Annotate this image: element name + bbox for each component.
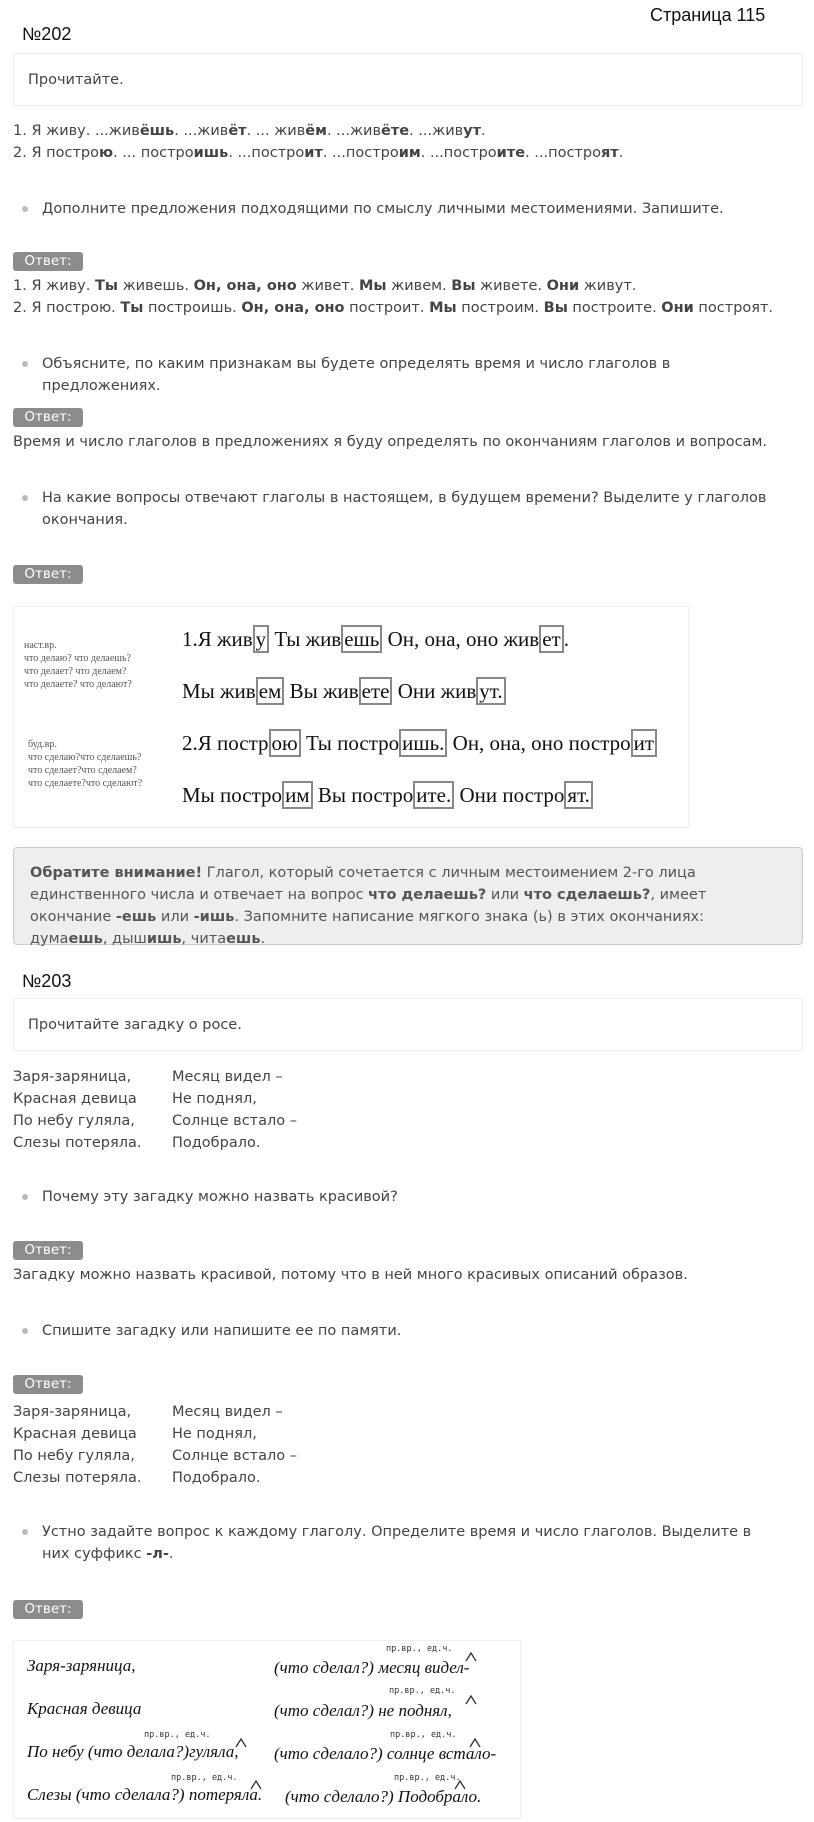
bold-text: ёт xyxy=(228,123,247,139)
present-tense-note: наст.вр. что делаю? что делаешь? что делает? что делаем? что делаете? что делают? xyxy=(24,640,132,690)
bold-text: ём xyxy=(305,123,327,139)
boxed-ending: ят. xyxy=(564,781,593,809)
text-run: 1. Я живу. xyxy=(13,278,95,294)
tense-number-note: пр.вр., ед.ч. xyxy=(386,1644,453,1654)
text-line-2 xyxy=(13,145,623,161)
tense-number-note: пр.вр., ед.ч. xyxy=(390,1730,457,1740)
text-run: . xyxy=(481,123,486,139)
handwritten-line: Заря-заряница, xyxy=(27,1656,136,1675)
poem-left: Заря-заряница, Красная девица По небу гуляла, Слезы потеряла. xyxy=(13,1069,142,1151)
bold-text: Вы xyxy=(451,278,476,294)
answer-badge: Ответ: xyxy=(13,1241,83,1260)
suffix-mark-icon xyxy=(236,1739,246,1747)
bold-text: ешь xyxy=(68,931,103,947)
bold-text: ут xyxy=(463,123,482,139)
text-run: живут. xyxy=(579,278,637,294)
handwritten-line: (что сделало?) солнце встало- xyxy=(274,1744,497,1763)
suffix-mark-icon xyxy=(466,1696,476,1704)
answer-badge: Ответ: xyxy=(13,565,83,584)
bold-text: Он, она, оно xyxy=(241,300,345,316)
text-run: 1. Я живу. ...жив xyxy=(13,123,140,139)
answer-image-endings xyxy=(13,606,689,828)
answer-line-2 xyxy=(13,300,773,316)
text-run: построите. xyxy=(567,300,662,316)
text-run: , чита xyxy=(181,931,227,947)
boxed-ending: ете xyxy=(359,677,393,705)
text-run: построит. xyxy=(344,300,430,316)
handwritten-line: Слезы (что сделала?) потеряла. xyxy=(27,1785,263,1804)
text-run: 2. Я постро xyxy=(13,145,99,161)
bold-text: Обратите внимание! xyxy=(30,865,203,881)
suffix-mark-icon xyxy=(470,1739,480,1747)
suffix-mark-icon xyxy=(455,1781,465,1789)
question-item: Спишите загадку или напишите ее по памяти. xyxy=(22,1320,782,1342)
text-run: Вы постро xyxy=(312,783,414,807)
text-run: живете. xyxy=(475,278,547,294)
task-text: Прочитайте загадку о росе. xyxy=(28,1016,242,1033)
boxed-ending: ем xyxy=(256,677,285,705)
bold-text: ишь xyxy=(146,931,182,947)
handwritten-line: (что сделал?) не поднял, xyxy=(274,1701,452,1720)
handwritten-line: (что сделал?) месяц видел- xyxy=(274,1658,470,1677)
poem-right: Месяц видел – Не поднял, Солнце встало – Подобрало. xyxy=(172,1069,297,1151)
future-tense-note: буд.вр. что сделаю?что сделаешь? что сделает?что сделаем? что сделаете?что сделают? xyxy=(28,739,143,789)
handwritten-row-1 xyxy=(182,627,569,652)
answer-poem-right: Месяц видел – Не поднял, Солнце встало – Подобрало. xyxy=(172,1404,297,1486)
bold-text: Ты xyxy=(94,278,118,294)
bold-text: что сделаешь? xyxy=(523,887,651,903)
question-item: Почему эту загадку можно назвать красивой? xyxy=(22,1186,782,1208)
text-run: или xyxy=(486,887,524,903)
bullet-icon xyxy=(22,206,28,212)
text-run: построим. xyxy=(456,300,544,316)
text-run: Ты постро xyxy=(300,731,400,755)
answer-text: Время и число глаголов в предложениях я буду определять по окончаниям глаголов и вопросам. xyxy=(13,434,767,450)
bold-text: -ешь xyxy=(115,909,157,925)
task-box xyxy=(13,998,803,1051)
answer-badge: Ответ: xyxy=(13,408,83,427)
bold-text: ят xyxy=(600,145,619,161)
boxed-ending: ит xyxy=(631,729,657,757)
handwritten-line: (что сделало?) Подобрало. xyxy=(285,1787,482,1806)
exercise-number-203: №203 xyxy=(22,971,72,991)
text-run: . ...постро xyxy=(420,145,497,161)
answer-badge: Ответ: xyxy=(13,1375,83,1394)
answer-line-1 xyxy=(13,278,636,294)
answer-text: Загадку можно назвать красивой, потому что в ней много красивых описаний образов. xyxy=(13,1267,688,1283)
tense-number-note: пр.вр., ед.ч. xyxy=(144,1730,211,1740)
page-number: Страница 115 xyxy=(650,5,766,25)
question-item: Устно задайте вопрос к каждому глаголу. Определите время и число глаголов. Выделите в них суффикс -л-. xyxy=(22,1521,782,1565)
text-run: . xyxy=(563,627,569,651)
text-run: . ... постро xyxy=(113,145,194,161)
text-run: . xyxy=(260,931,266,947)
attention-note xyxy=(13,847,803,945)
answer-badge: Ответ: xyxy=(13,252,83,271)
bold-text: ю xyxy=(98,145,114,161)
text-run: 2. Я построю. xyxy=(13,300,121,316)
bold-text: им xyxy=(398,145,421,161)
text-run: Он, она, оно жив xyxy=(382,627,540,651)
text-run: Мы постро xyxy=(182,783,283,807)
text-line-1 xyxy=(13,123,486,139)
text-run: . Запомните написание мягкого знака (ь) в этих окончаниях: дума xyxy=(30,909,705,947)
text-run: , имеет окончание xyxy=(30,887,707,925)
text-run: . ... жив xyxy=(246,123,306,139)
bold-text: ешь xyxy=(226,931,261,947)
question-item: Объясните, по каким признакам вы будете определять время и число глаголов в предложениях. xyxy=(22,353,782,397)
answer-poem-left: Заря-заряница, Красная девица По небу гуляла, Слезы потеряла. xyxy=(13,1404,142,1486)
text-run: Глагол, который сочетается с личным местоимением 2-го лица единственного числа и отвечает на вопрос xyxy=(30,865,696,903)
handwritten-row-4 xyxy=(182,783,593,808)
question-item: Дополните предложения подходящими по смыслу личными местоимениями. Запишите. xyxy=(22,198,782,220)
boxed-ending: ешь xyxy=(341,625,382,653)
task-text: Прочитайте. xyxy=(28,71,124,88)
bullet-icon xyxy=(22,361,28,367)
text-run: или xyxy=(156,909,194,925)
text-run: живешь. xyxy=(117,278,194,294)
handwritten-line: По небу (что делала?)гуляла, xyxy=(27,1742,239,1761)
bold-text: Мы xyxy=(429,300,457,316)
bold-text: ит xyxy=(304,145,323,161)
bold-text: -ишь xyxy=(193,909,235,925)
suffix-marks xyxy=(14,1641,520,1818)
text-run: . ...жив xyxy=(326,123,382,139)
exercise-number-202: №202 xyxy=(22,24,72,44)
boxed-ending: ут. xyxy=(476,677,505,705)
bold-text: Он, она, оно xyxy=(193,278,297,294)
bold-text: ёте xyxy=(381,123,410,139)
handwritten-row-2 xyxy=(182,679,506,704)
bold-text: Ты xyxy=(120,300,144,316)
text-run: Он, она, оно постро xyxy=(447,731,631,755)
text-run: построишь. xyxy=(143,300,242,316)
boxed-ending: ет xyxy=(539,625,564,653)
bullet-icon xyxy=(22,1529,28,1535)
task-box xyxy=(13,53,803,106)
text-run: . ...жив xyxy=(174,123,229,139)
bold-text: ите xyxy=(496,145,526,161)
text-run: живет. xyxy=(296,278,359,294)
boxed-ending: ою xyxy=(269,729,301,757)
text-run: 1.Я жив xyxy=(182,627,253,651)
text-run: Мы жив xyxy=(182,679,256,703)
boxed-ending: ите. xyxy=(413,781,454,809)
bullet-icon xyxy=(22,1194,28,1200)
boxed-ending: ишь. xyxy=(399,729,447,757)
bold-text: Вы xyxy=(543,300,568,316)
text-run: построят. xyxy=(693,300,774,316)
handwritten-row-3 xyxy=(182,731,657,756)
bullet-icon xyxy=(22,1328,28,1334)
bold-text: ёшь xyxy=(139,123,175,139)
suffix-mark-icon xyxy=(251,1781,261,1789)
question-item: На какие вопросы отвечают глаголы в настоящем, в будущем времени? Выделите у глаголов окончания. xyxy=(22,487,782,531)
tense-number-note: пр.вр., ед.ч. xyxy=(394,1773,461,1783)
text-run: . ...жив xyxy=(409,123,464,139)
text-run: . xyxy=(618,145,624,161)
bold-text: ишь xyxy=(193,145,229,161)
text-run: 2.Я постр xyxy=(182,731,269,755)
boxed-ending: у xyxy=(253,625,270,653)
boxed-ending: им xyxy=(282,781,313,809)
answer-image-suffix xyxy=(13,1640,521,1819)
answer-badge: Ответ: xyxy=(13,1600,83,1619)
suffix-mark-icon xyxy=(466,1653,476,1661)
handwritten-line: Красная девица xyxy=(27,1699,142,1718)
text-run: , дыш xyxy=(102,931,147,947)
text-run: . ...постро xyxy=(525,145,601,161)
text-run: Ты жив xyxy=(269,627,342,651)
text-run: Вы жив xyxy=(284,679,359,703)
bold-text: Мы xyxy=(359,278,387,294)
tense-number-note: пр.вр., ед.ч. xyxy=(389,1686,456,1696)
text-run: Они постро xyxy=(454,783,565,807)
text-run: . ...постро xyxy=(228,145,305,161)
bold-text: Они xyxy=(546,278,580,294)
text-run: Они жив xyxy=(392,679,477,703)
bold-text: что делаешь? xyxy=(368,887,487,903)
tense-number-note: пр.вр., ед.ч. xyxy=(171,1773,238,1783)
text-run: . ...постро xyxy=(322,145,399,161)
bold-text: Они xyxy=(661,300,694,316)
text-run: живем. xyxy=(386,278,452,294)
bullet-icon xyxy=(22,495,28,501)
